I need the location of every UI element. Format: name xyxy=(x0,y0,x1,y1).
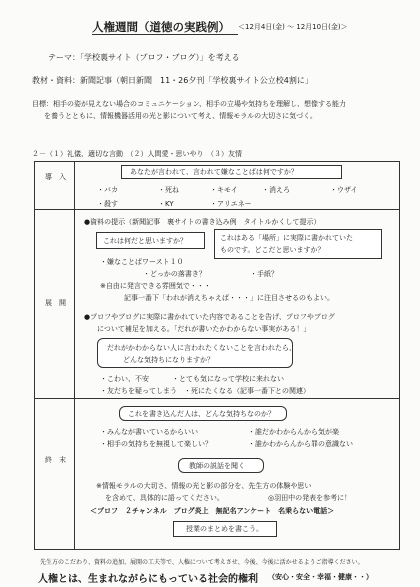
word-4: ・消えろ xyxy=(262,186,290,194)
word-5: ・ウザイ xyxy=(330,186,358,194)
writer-ignore: ・相手の気持ちを無視して楽しい？ xyxy=(100,440,212,448)
reference-note: ◎羽田中の発表を参考に！ xyxy=(268,494,352,502)
section-divider xyxy=(74,161,75,549)
question-feelings-line-2: どんな気持ちになりますか？ xyxy=(123,356,214,364)
goal-line-1: 目標：相手の姿が見えない場合のコミュニケーション、相手の立場や気持ちを理解し、想像する能力 xyxy=(32,100,347,108)
word-6: ・殺す xyxy=(97,200,118,208)
note-atmosphere: ※自由に発言できる雰囲気で・・・ xyxy=(100,282,211,290)
feeling-suspicion: ・友だちを疑ってしまう xyxy=(100,387,177,395)
word-8: ・アリエネー xyxy=(210,200,252,208)
word-3: ・キモイ xyxy=(210,186,238,194)
teacher-talk-box xyxy=(178,458,264,473)
answer-graffiti: ・どっかの落書き？ xyxy=(143,270,206,278)
word-1: ・バカ xyxy=(97,186,118,194)
question-where-line-1: これはある「場所」に実際に書かれていた xyxy=(220,234,353,242)
question-writer-box xyxy=(119,406,287,421)
feeling-cant-come: ・とても気になって学校に来れない xyxy=(172,375,284,383)
goal-line-2: を養うとともに、情報機器活用の光と影について考え、情報モラルの大切さに気づく。 xyxy=(44,112,317,120)
footnote: 先生方のこだわり、資料の追加、展開の工夫等で、人権について考えさせ、今後、今後に活かせるようご指導ください。 xyxy=(40,559,364,566)
question-feelings-box xyxy=(97,338,296,368)
intro-question-box xyxy=(121,165,342,179)
section-conclusion-label: 終 末 xyxy=(45,456,66,464)
feeling-want-to-die: ・死にたくなる（記事一番下との関連） xyxy=(184,387,310,395)
development-heading: ●資料の提示（新聞記事 裏サイトの書き込み例 タイトルかくして提示） xyxy=(84,218,321,226)
footer-main: 人権とは、生まれながらにもっている社会的権利 xyxy=(38,574,258,585)
intro-question: あなたが言われて、言われて嫌なことばは何ですか？ xyxy=(130,168,298,176)
writer-everyone: ・みんなが書いているからいい xyxy=(100,428,198,436)
profile-blog-line-2: について補足を加える。「だれが書いたかわからない事実がある！」 xyxy=(97,325,311,333)
writer-anonymous: ・誰だかわからんから気が楽 xyxy=(248,428,339,436)
profile-blog-line-1: ●プロフやブログに実際に書かれていた内容であることを告げ、プロフやブログ xyxy=(84,313,335,321)
question-what-box xyxy=(96,232,205,249)
note-article-focus: 記事一番下「われが消えちゃえば・・・」に注目させるのもよい。 xyxy=(124,294,334,302)
summary-text: 授業のまとめを書こう。 xyxy=(186,525,263,533)
teacher-talk: 教師の説話を聞く xyxy=(189,462,245,470)
word-2: ・死ね xyxy=(158,186,179,194)
feeling-scared: ・こわい、不安 xyxy=(100,375,149,383)
keyword-list: ＜プロフ ２チャンネル ブログ炎上 無記名アンケート 名乗らない電話＞ xyxy=(90,507,335,515)
title-underline xyxy=(92,34,238,35)
question-what: これは何だと思いますか？ xyxy=(103,237,187,245)
date-range: ＜12月4日(金) 〜 12月10日(金)＞ xyxy=(238,23,348,31)
question-feelings-line-1: だれがかわからない人に言われたくないことを言われたら、 xyxy=(107,344,296,352)
intro-separator xyxy=(34,209,399,210)
question-where-line-2: ものです。どこだと思いますか？ xyxy=(220,246,325,254)
moral-values: ２－（１）礼儀、適切な言動 （２）人間愛・思いやり （３）友情 xyxy=(32,150,242,158)
section-intro-label: 導 入 xyxy=(45,173,66,181)
section-development-label: 展 開 xyxy=(45,299,66,307)
writer-no-guilt: ・誰かわからんから罪の意識ない xyxy=(248,440,353,448)
conclusion-note-line-2: を含めて、具体的に語ってください。 xyxy=(105,494,224,502)
theme-line: テーマ：「学校裏サイト（プロフ・ブログ）」を考える xyxy=(48,53,240,62)
development-separator xyxy=(34,398,399,399)
materials-line: 教材・資料：新聞記事（朝日新聞 11・26夕刊「学校裏サイト公立校4割に」 xyxy=(32,76,313,85)
page-title: 人権週間（道徳の実践例） xyxy=(92,20,230,34)
question-where-box xyxy=(214,229,382,259)
conclusion-note-line-1: ※情報モラルの大切さ、情報の光と影の部分を、先生方の体験や思い xyxy=(96,482,312,490)
footer-sub: （安心・安全・幸福・健康・・） xyxy=(268,573,373,581)
summary-box xyxy=(173,521,277,537)
question-writer: これを書き込んだ人は、どんな気持ちなのか？ xyxy=(128,410,275,418)
word-7: ・KY xyxy=(158,200,174,208)
answer-letter: ・手紙？ xyxy=(250,270,278,278)
answer-worst-ten: ・嫌なことばワースト１０ xyxy=(100,258,184,266)
